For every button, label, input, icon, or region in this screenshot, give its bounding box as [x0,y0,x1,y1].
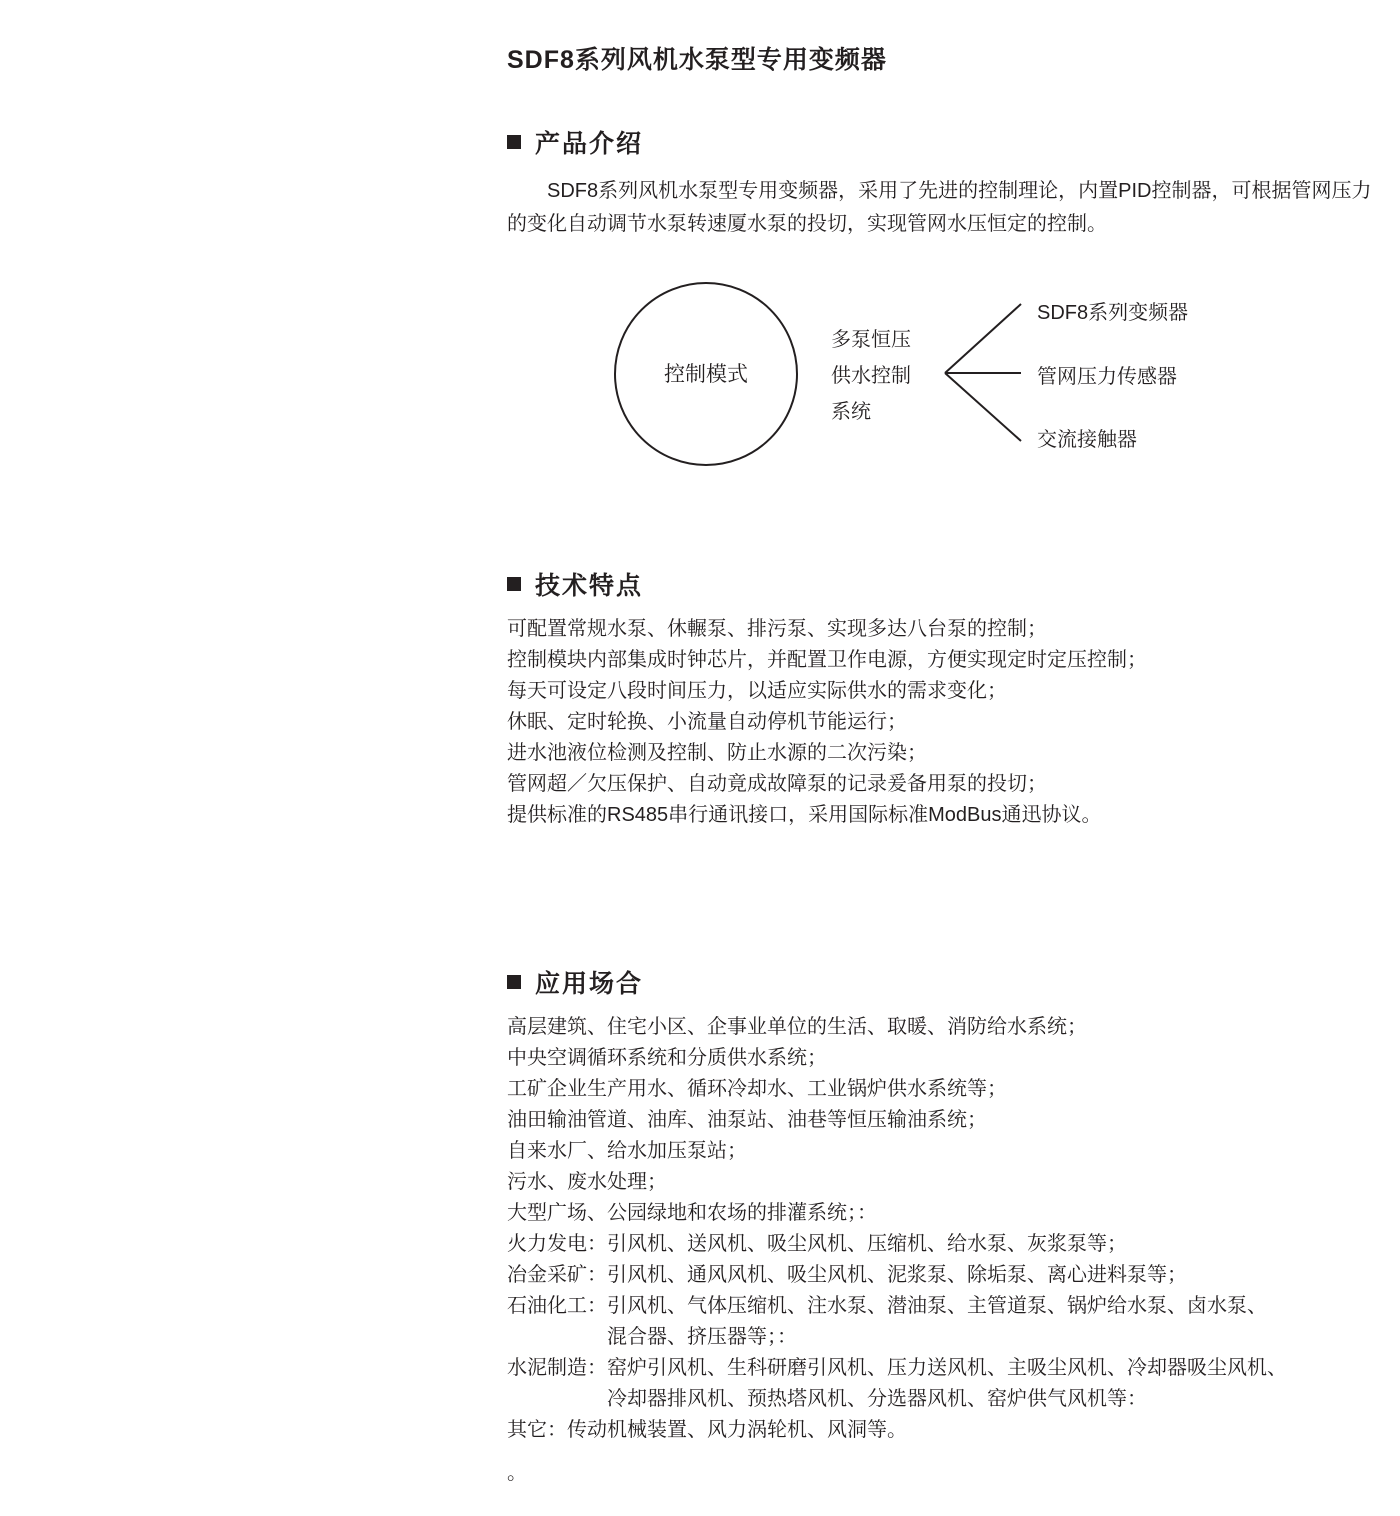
list-item: 休眠、定时轮换、小流量自动停机节能运行； [507,711,907,733]
list-item [507,1291,1287,1353]
applications-list [507,1012,1287,1446]
list-item [507,1043,1287,1074]
application-line: 工矿企业生产用水、循环冷却水、工业锅炉供水系统等； [507,1078,1007,1100]
list-item [507,1167,1287,1198]
square-bullet-icon [507,577,521,591]
list-item [507,1012,1287,1043]
list-item [507,1074,1287,1105]
branch-label-pressure-sensor: 管网压力传感器 [1037,366,1177,388]
list-item: 可配置常规水泵、休輾泵、排污泵、实现多达八台泵的控制； [507,618,1047,640]
system-label-line: 供水控制 [831,365,911,387]
section-heading-label: 应用场合 [535,970,644,998]
section-heading-applications [507,964,643,1000]
section-heading-intro [507,124,643,160]
trailing-mark: 。 [507,1462,527,1484]
list-item: 进水池液位检测及控制、防止水源的二次污染； [507,742,927,764]
application-category: 火力发电： [507,1233,607,1255]
branch-line-bottom [945,373,1021,441]
system-label-line: 系统 [831,401,871,423]
section-heading-label: 技术特点 [535,572,644,600]
list-item: 每天可设定八段时间压力，以适应实际供水的需求变化； [507,680,1007,702]
application-line: 引风机、送风机、吸尘风机、压缩机、给水泵、灰浆泵等； [607,1233,1127,1255]
list-item [507,1105,1287,1136]
application-line: 冷却器排风机、预热塔风机、分选器风机、窑炉供气风机等： [607,1388,1147,1410]
list-item: 控制模块内部集成时钟芯片，并配置卫作电源，方便实现定时定压控制； [507,649,1147,671]
square-bullet-icon [507,135,521,149]
branch-line-top [945,304,1021,373]
circle-label: 控制模式 [664,363,748,386]
control-mode-diagram [507,270,1387,490]
features-list [507,614,1147,831]
application-line: 引风机、通风风机、吸尘风机、泥浆泵、除垢泵、离心进料泵等； [607,1264,1187,1286]
system-label [831,322,911,430]
intro-paragraph: SDF8系列风机水泵型专用变频器，采用了先进的控制理论，内置PID控制器，可根据管网压力的变化自动调节水泵转速厦水泵的投切，实现管网水压恒定的控制。 [507,180,1372,235]
square-bullet-icon [507,975,521,989]
branch-label-inverter: SDF8系列变频器 [1037,302,1189,324]
application-line: 大型广场、公园绿地和农场的排灌系统；： [507,1202,877,1224]
list-item [507,1229,1287,1260]
branch-label-contactor: 交流接触器 [1037,429,1137,451]
application-line: 污水、废水处理； [507,1171,667,1193]
list-item: 管网超／欠压保护、自动竟成故障泵的记录爰备用泵的投切； [507,773,1047,795]
page-title: SDF8系列风机水泵型专用变频器 [507,46,887,74]
list-item [507,1415,1287,1446]
application-line: 中央空调循环系统和分质供水系统； [507,1047,827,1069]
application-line: 高层建筑、住宅小区、企事业单位的生活、取暖、消防给水系统； [507,1016,1087,1038]
list-item [507,1136,1287,1167]
section-heading-label: 产品介绍 [535,130,644,158]
application-line: 自来水厂、给水加压泵站； [507,1140,747,1162]
application-category: 水泥制造： [507,1357,607,1379]
system-label-line: 多泵恒压 [831,329,911,351]
list-item [507,1353,1287,1415]
application-line: 引风机、气体压缩机、注水泵、潜油泵、主管道泵、锅炉给水泵、卤水泵、 [607,1295,1267,1317]
section-heading-features [507,566,643,602]
application-line: 混合器、挤压器等；： [607,1326,797,1348]
application-line: 窑炉引风机、生科研磨引风机、压力送风机、主吸尘风机、冷却器吸尘风机、 [607,1357,1287,1379]
application-category: 石油化工： [507,1295,607,1317]
list-item [507,1198,1287,1229]
application-category: 其它： [507,1419,567,1441]
list-item [507,1260,1287,1291]
list-item: 提供标准的RS485串行通讯接口，采用国际标准ModBus通迅协议。 [507,804,1102,826]
application-category: 冶金采矿： [507,1264,607,1286]
application-line: 传动机械装置、风力涡轮机、风洞等。 [567,1419,907,1441]
application-line: 油田输油管道、油库、油泵站、油巷等恒压输油系统； [507,1109,987,1131]
